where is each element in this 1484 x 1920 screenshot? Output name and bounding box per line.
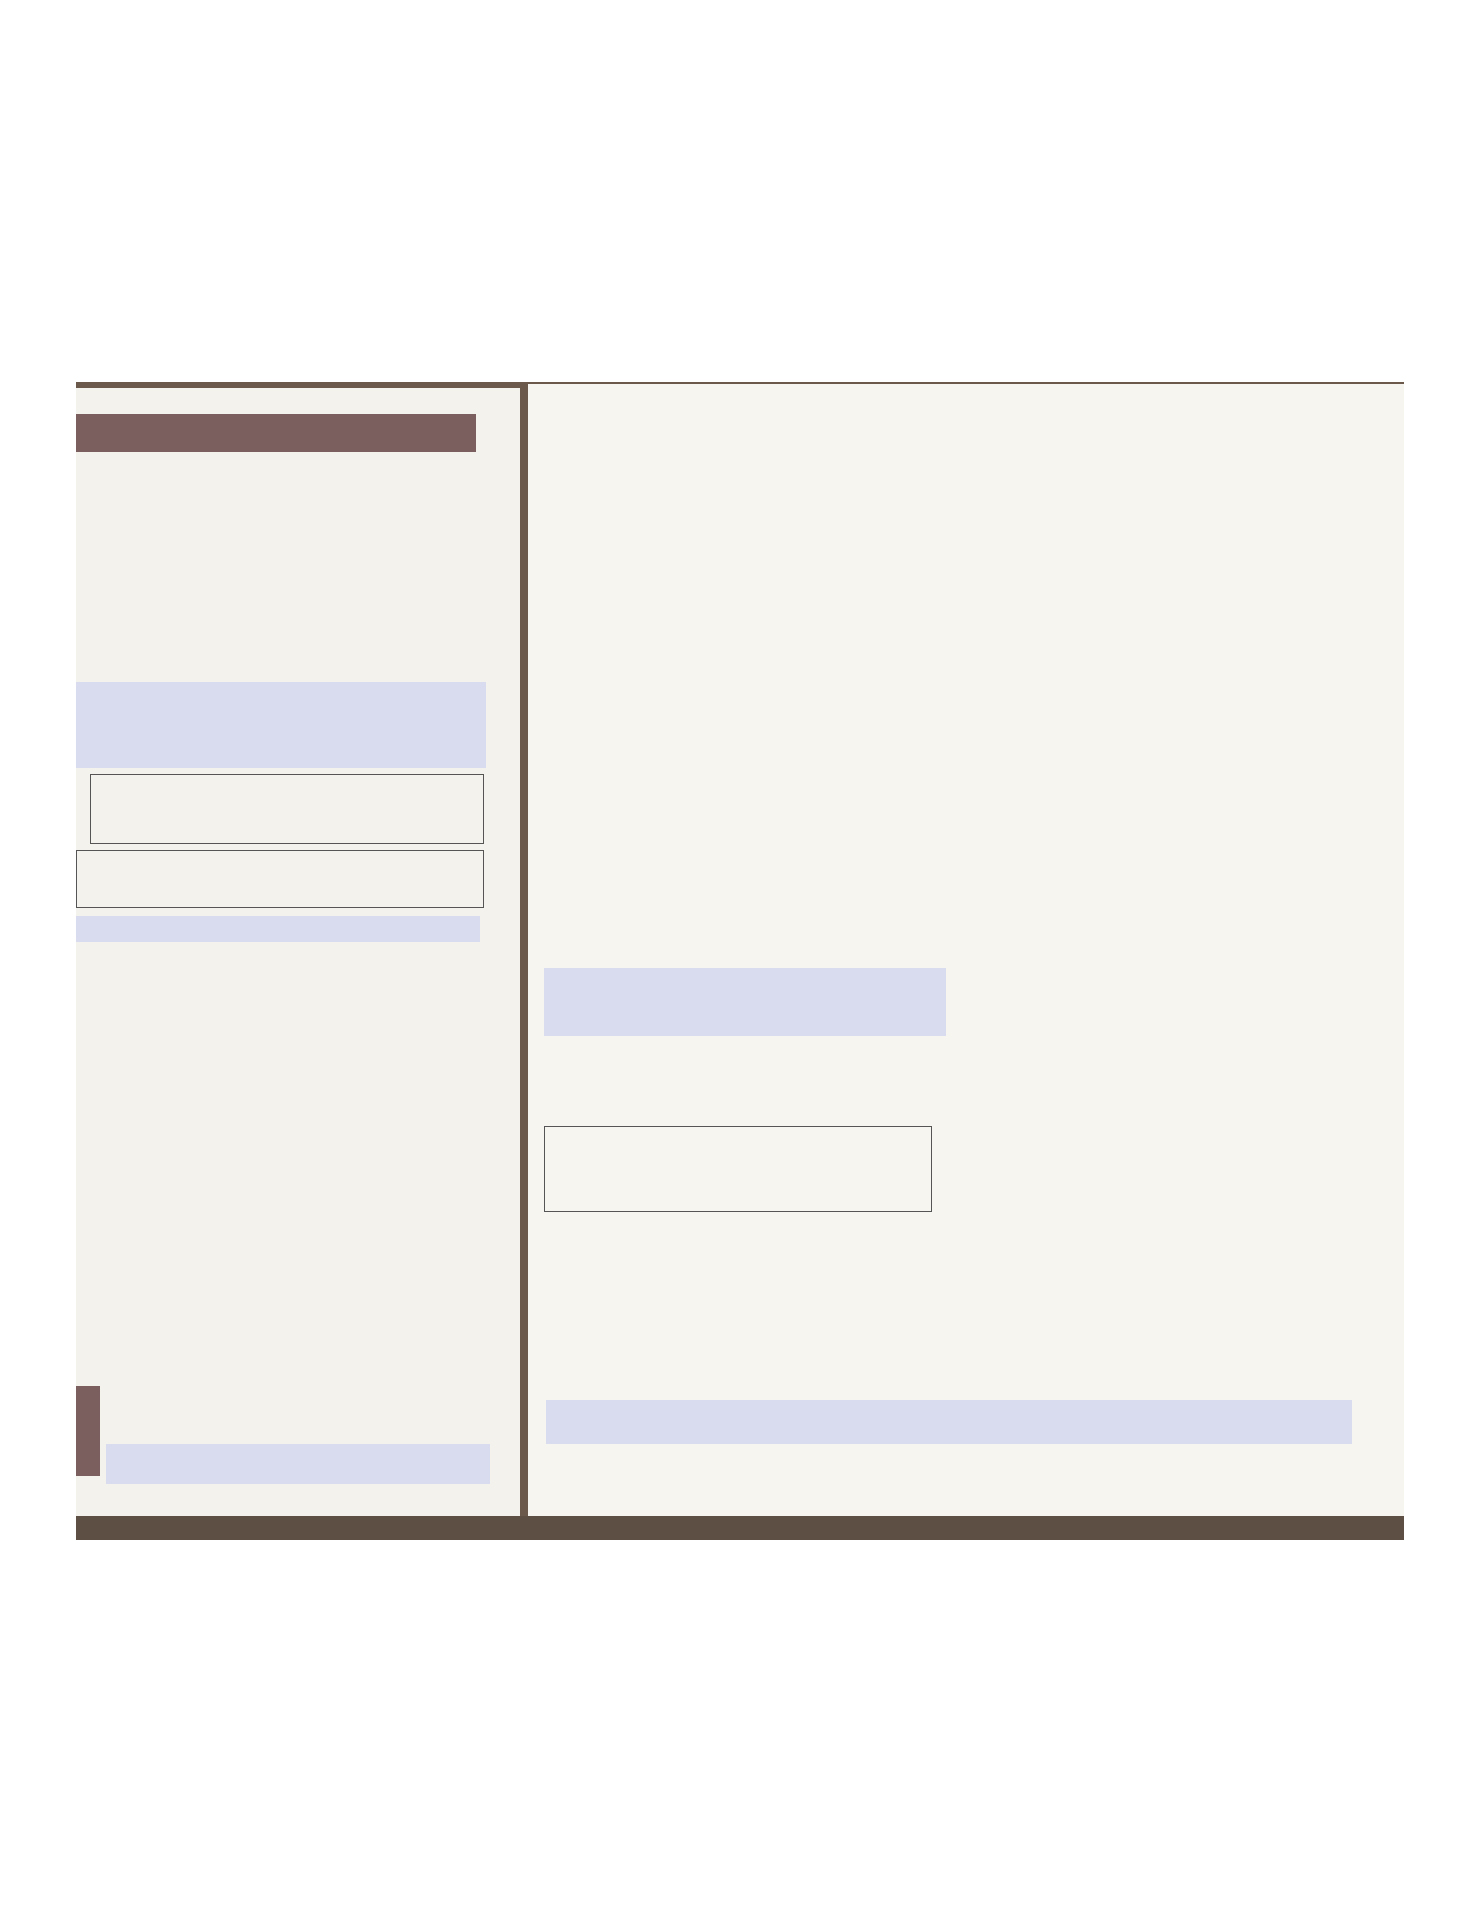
k-special-box bbox=[76, 850, 484, 908]
banner-edge bbox=[76, 1386, 100, 1476]
salad-addons-box bbox=[544, 968, 946, 1036]
specialties-banner bbox=[76, 414, 476, 452]
substitute-fries-box bbox=[106, 1444, 490, 1484]
instead-potatoes-bar bbox=[76, 916, 480, 942]
menu-photo bbox=[76, 382, 1404, 1540]
left-menu-page bbox=[76, 388, 520, 1516]
table-surface bbox=[76, 1516, 1404, 1540]
right-menu-page bbox=[528, 384, 1404, 1516]
sandwich-addons-box bbox=[546, 1400, 1352, 1444]
breakfast-addons-box bbox=[76, 682, 486, 768]
cold-platters-box bbox=[544, 1126, 932, 1212]
double-play-box bbox=[90, 774, 484, 844]
